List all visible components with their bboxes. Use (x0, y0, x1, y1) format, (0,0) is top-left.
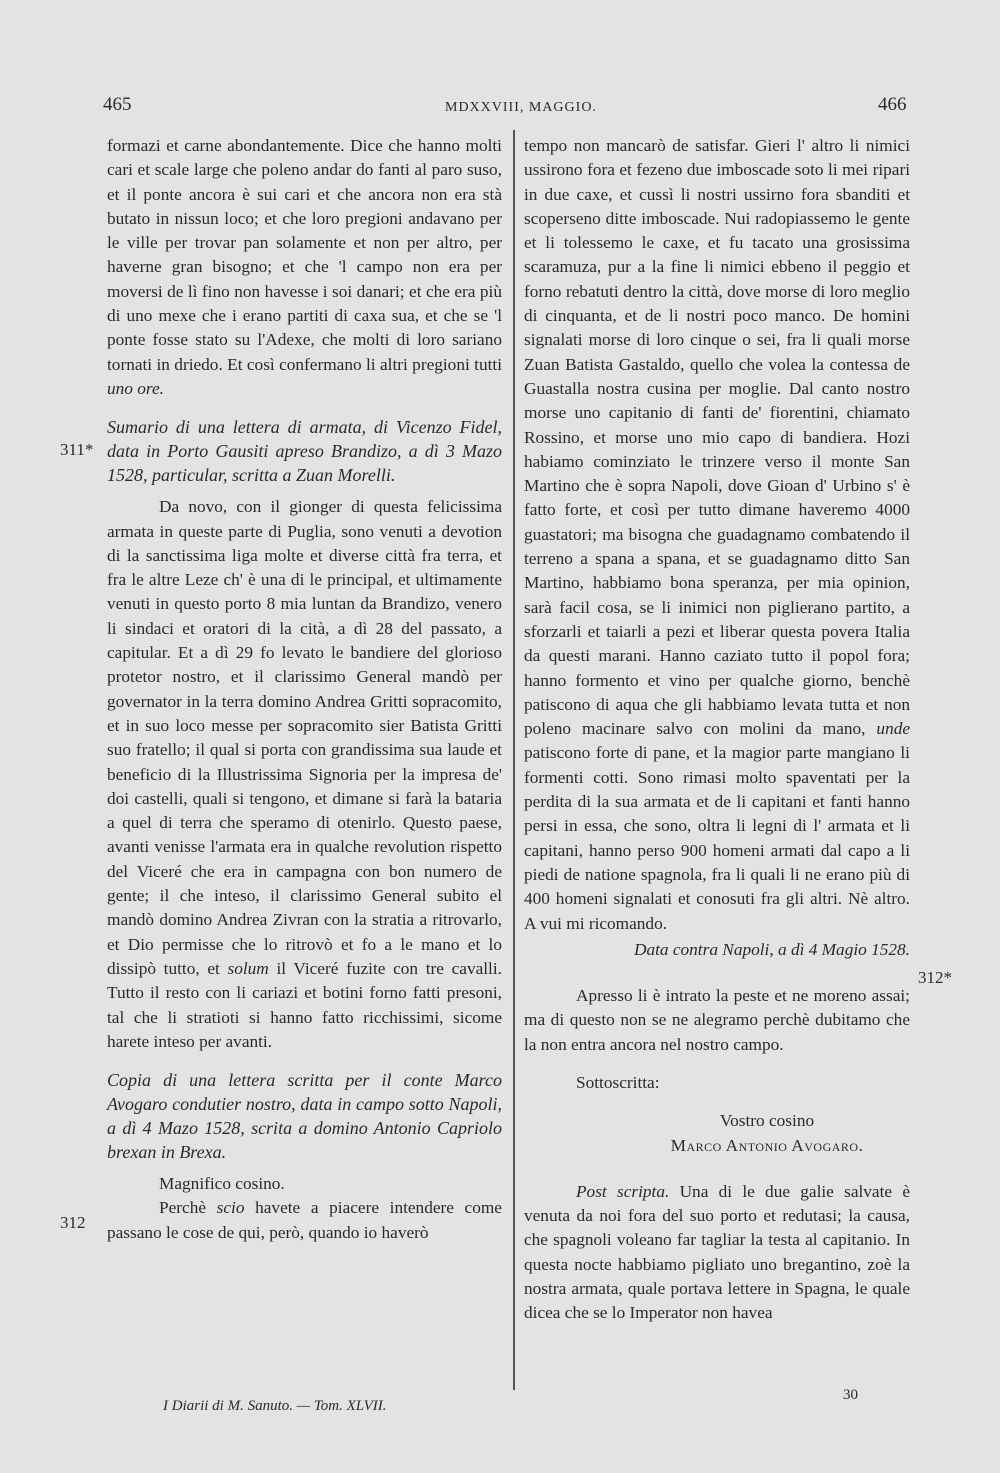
right-column (524, 134, 910, 1326)
post-scriptum: Post scripta. Una di le due galie salvate è venuta da noi fora del suo porto et redutasi; la causa, che spagnoli voleano far tagliar la testa al capitanio. In questa nocte habbiamo pigliato uno bregantino, zoè la nostra armata, quale portava lettere in Spagna, le quale dicea che se lo Imperator non havea (524, 1181, 911, 1323)
left-column (107, 134, 502, 1245)
margin-note-312-right: 312* (918, 968, 952, 987)
column-divider (513, 130, 515, 1390)
letter-continued: tempo non mancarò de satisfar. Gieri l' altro li nimici ussirono fora et fezeno due imboscade soto li mei ripari in due caxe, et cussì li nostri ussirno fora sbanditi et scoperseno ditte imboscade. Nui radopiassemo le gente et li tolessemo le caxe, et fu tacato una grosissima scaramuza, pur a la fine li nimici ebbeno il peggio et forno rebatuti dentro la città, dove morse di loro meglio di cinquanta, et de li nostri poco manco. De homini signalati morse di loro cinque o sei, fra li quali morse Zuan Batista Gastaldo, quello che volea la contessa de Guastalla nostra cusina per moglie. Dal canto nostro morse uno capitanio di fanti de' fiorentini, chiamato Rossino, et morse uno mio capo di bandiera. Hozi habiamo cominziato le trinzere verso il monte San Martino che è sopra Napoli, dove Gioan d' Urbino s' è fatto forte, et così per tutto dimane haveremo 4000 guastatori; ma bisogna che guadagnamo combatendo il terreno a spana a spana, et se guadagnamo ditto San Martino, habbiamo bona speranza, per mia opinion, sarà facil cosa, se li inimici non piglierano partito, a sforzarli et taiarli a pezi et liberar questa povera Italia da questi marani. Hanno caziato tutto il popol fora; hanno formento et vino per qualche giorno, benchè patiscono di aqua che gli habbiamo levata tutta et non poleno macinare salvo con molini da mano, unde patiscono forte di pane, et la magior parte mangiano li formenti cotti. Sono rimasi molto spaventati per la perdita di la sua armata et de li capitani et fanti hanno persi in essa, che sono, oltra li legni di l' armata et li capitani, hanno perso 900 homeni armati dal capo a li piedi de natione spagnola, fra li quali li ne erano più di 400 homeni signalati et conosuti fra gli altri. Nè altro. A vui mi ricomando. (524, 136, 911, 933)
letter-body-fidel: Da novo, con il gionger di questa felicissima armata in queste parte di Puglia, sono venuti a devotion di la sanctissima liga molte et diverse città fra terra, et fra le altre Leze ch' è una di le principal, et ultimamente venuti in questo porto 8 mia luntan da Brandizo, venero li sindaci et oratori di la cità, a dì 28 del passato, a capitular. Et a dì 29 fo levato le bandiere del glorioso protetor nostro, et il clarissimo General mandò per governator in la terra domino Andrea Gritti sopracomito, et in suo loco messe per sopracomito sier Batista Gritti suo fratello; il qual si porta con grandissima sua laude et beneficio di la Illustrissima Signoria per la impresa de' doi castelli, quali si tengono, et dimane si farà la bataria a quel di terra che speramo di otenirlo. Questo paese, avanti venisse l'armata era in qualche revolution rispetto del Viceré che era in campagna con bon numero de gente; il che inteso, il clarissimo General subito el mandò domino Andrea Zivran con la stratia a ritrovarlo, et Dio permisse che lo ritrovò et fo a le mano et lo dissipò tutto, et solum il Viceré fuzite con tre cavalli. Tutto il resto con li cariazi et botini forno fatti presoni, tal che li stratioti si hanno fatto ricchissimi, sicome harete inteso per avanti. (107, 497, 502, 1051)
printer-signature: 30 (843, 1387, 858, 1403)
signature-line-2: Marco Antonio Avogaro. (670, 1135, 864, 1155)
left-page-number: 465 (103, 94, 132, 115)
section-heading-312: Copia di una lettera scritta per il conte Marco Avogaro condutier nostro, data in campo sotto Napoli, a dì 4 Mazo 1528, scrita a domino Antonio Capriolo brexan in Brexa. (107, 1070, 502, 1163)
right-page-number: 466 (878, 94, 907, 115)
paragraph-continued: formazi et carne abondantemente. Dice che hanno molti cari et scale large che poleno andar do fanti al paro suso, et il ponte ancora è sui cari et che ancora non era stà butato in nissun loco; et che loro pregioni andavano per le ville per trovar pan solamente et non per altro, per haverne gran bisogno; et che 'l campo non era per moversi de lì fino non havesse i soi danari; et che era più di uno mexe che i erano partiti di caxa sua, et che se 'l ponte fosse stato su l'Adexe, che molti di loro sariano tornati in driedo. Et così confermano li altri pregioni tutti uno ore. (107, 136, 502, 398)
margin-note-311: 311* (60, 440, 94, 459)
signature-line-1: Vostro cosino (719, 1111, 815, 1131)
footer-imprint: I Diarii di M. Sanuto. — Tom. XLVII. (163, 1398, 387, 1414)
letter-body-avogaro: Perchè scio havete a piacere intendere come passano le cose de qui, però, quando io haverò (107, 1198, 502, 1242)
section-heading-311: Sumario di una lettera di armata, di Vicenzo Fidel, data in Porto Gausiti apreso Brandizo, a dì 3 Mazo 1528, particular, scritta a Zuan Morelli. (107, 417, 502, 486)
salutation: Magnifico cosino. (159, 1174, 285, 1194)
postscript-plague: Apresso li è intrato la peste et ne moreno assai; ma di questo non se ne alegramo perchè dubitamo che la non entra ancora nel nostro campo. (524, 986, 910, 1054)
subscribed-label: Sottoscritta: (576, 1072, 660, 1092)
margin-note-312-left: 312 (60, 1213, 86, 1232)
running-title: MDXXVIII, MAGGIO. (445, 100, 597, 115)
letter-date: Data contra Napoli, a dì 4 Magio 1528. (633, 939, 910, 959)
